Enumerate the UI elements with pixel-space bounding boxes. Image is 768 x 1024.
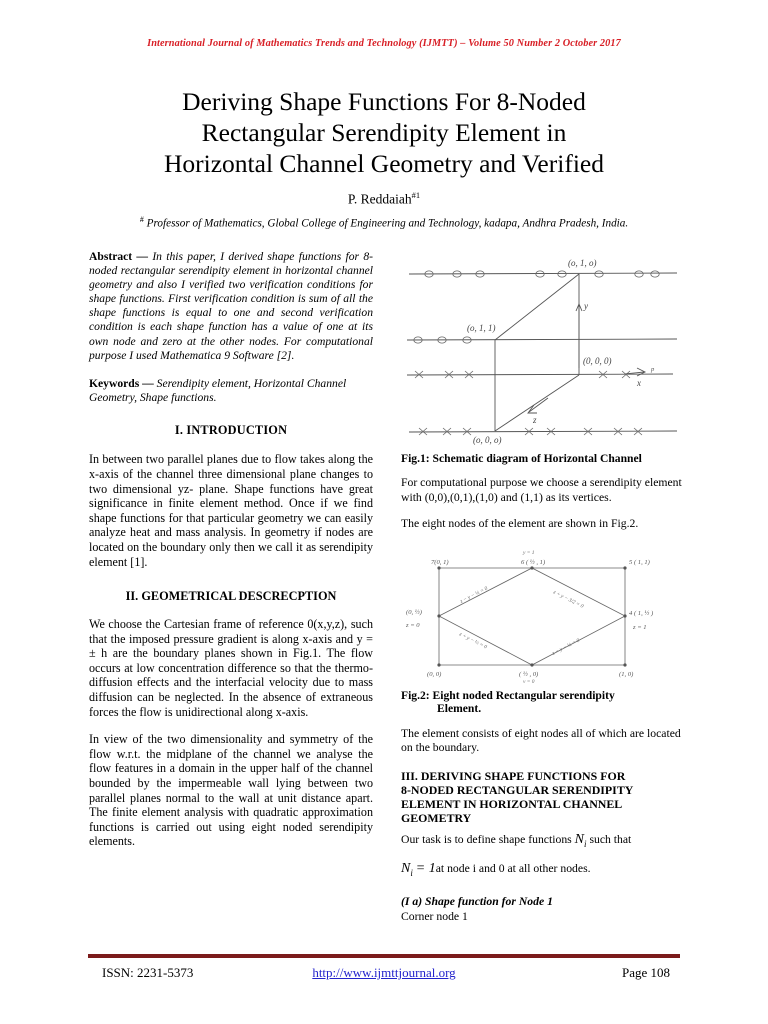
fig1-axis-y-label: y [584,301,588,311]
fig2-label-node8: (0, ½) [406,608,422,616]
figure-1-drawing [401,250,683,446]
fig2-label-node4: 4 ( 1, ½ ) [629,609,654,617]
section-heading-deriving-shape-functions [401,769,683,825]
fig1-axis-z-label: z [533,415,537,425]
fig1-label-bottom-vertex: (o, 0, o) [473,435,502,445]
keywords-label: Keywords — [89,376,154,390]
fig2-label-node8-z: z = 0 [406,621,420,629]
section-heading-geometrical-description: II. GEOMETRICAL DESCRECPTION [125,589,337,604]
fig2-label-node4-z: z = 1 [633,623,647,631]
fig2-label-node7: 7(0, 1) [431,558,449,566]
fig2-label-diag-top-left: z − y − ½ = 0 [459,585,489,605]
geometry-paragraph-2: In view of the two dimensionality and symmetry of the flow w.r.t. the midplane of the channel we analyse the flow features in a domain in the upper half of the channel bounded by the impermeable wall lying between two parallel planes normal to the wall at unit distance apart. The finite element analysis with quadratic approximation functions is carried out using eight noded serendipity elements. [89,732,373,849]
fig2-label-node5: 5 ( 1, 1) [629,558,650,566]
author-marker: #1 [411,190,421,200]
introduction-paragraph: In between two parallel planes due to flow takes along the x-axis of the channel three dimensional plane changes to two dimensional yz- plane. Shape functions have great significance in finite element method. Once if we find shape functions for that particular geometry we can easily analyze heat and mass analysis. In geometry if nodes are located on the boundary only then we call it as serendipity element [1]. [89,452,373,569]
condition-statement [401,861,683,881]
keywords-text: Serendipity element, Horizontal Channel Geometry, Shape functions. [89,376,347,405]
abstract-block [89,250,373,363]
author-name-text: P. Reddaiah [347,191,412,207]
author-affiliation [84,215,684,230]
figure-2-caption [401,689,683,716]
right-paragraph-1: For computational purpose we choose a serendipity element with (0,0),(0,1),(1,0) and (1,1) as its vertices. [401,476,682,504]
heading3-line-2: 8-NODED RECTANGULAR SERENDIPITY [401,782,634,797]
fig1-label-mid-vertex: (o, 1, 1) [467,323,496,333]
subsection-heading-node1: (I a) Shape function for Node 1 [401,895,553,909]
figure-2 [401,543,683,683]
right-column [401,250,683,923]
fig2-label-node1: (0, 0) [427,670,442,678]
journal-url-link[interactable]: http://www.ijmttjournal.org [312,965,456,980]
condition-symbol-letter: N [401,861,411,877]
shape-function-symbol [575,832,587,847]
task-statement-prefix: Our task is to define shape functions [401,832,572,846]
figure-2-caption-line-1: Fig.2: Eight noded Rectangular serendipity [401,688,615,702]
left-column [89,250,373,849]
author-name [84,190,684,208]
condition-symbol [401,861,413,879]
fig1-axis-p-label: p [651,366,655,373]
affiliation-marker: # [139,215,144,224]
condition-equation: = 1 [415,861,436,877]
keywords-block [89,377,373,406]
geometry-paragraph-1: We choose the Cartesian frame of reference 0(x,y,z), such that the imposed pressure gradient is along x-axis and y = ± h are the boundary planes shown in Fig.1. The flow occurs at low concentration difference so that the thermo-diffusion effects and the interfacial velocity due to mass diffusion can be neglected. In the absence of extraneous forces the flow is unidirectional along x-axis. [89,617,373,719]
figure-1-caption: Fig.1: Schematic diagram of Horizontal Channel [401,452,642,465]
corner-node-note: Corner node 1 [401,910,468,924]
fig2-label-node3: (1, 0) [619,670,634,678]
right-paragraph-3: The element consists of eight nodes all of which are located on the boundary. [401,726,681,754]
fig2-label-diag-bottom-right: z − y − ½ = 0 [551,637,581,657]
heading3-line-3: ELEMENT IN HORIZONTAL CHANNEL [401,796,623,811]
task-statement-suffix: such that [589,832,632,846]
affiliation-text: Professor of Mathematics, Global College of Engineering and Technology, kadapa, Andhra Pradesh, India. [146,217,629,230]
fig2-label-bottom-edge: y = 0 [523,678,535,683]
page-number: Page 108 [621,965,670,980]
condition-rest: at node i and 0 at all other nodes. [435,862,591,876]
right-paragraph-2: The eight nodes of the element are shown in Fig.2. [401,516,639,530]
title-line-3: Horizontal Channel Geometry and Verified [164,149,604,178]
shape-function-symbol-subscript: i [584,838,587,849]
footer-divider [88,954,680,958]
task-statement [401,832,683,852]
fig2-label-node2: ( ½ , 0) [519,670,539,678]
fig1-label-origin-right: (0, 0, 0) [583,356,612,366]
fig1-axis-x-label: x [637,378,641,388]
abstract-text: In this paper, I derived shape functions for 8-noded rectangular serendipity element in horizontal channel geometry and also I verified two verification conditions for shape functions. First verification condition is sum of all the shape functions is equal to one and second verification condition is each shape function has a value of one at its own node and zero at the other nodes. For computational purpose I used Mathematica 9 Software [2]. [89,250,373,362]
heading3-line-1: III. DERIVING SHAPE FUNCTIONS FOR [401,768,626,783]
fig2-label-top-edge: y = 1 [523,549,535,556]
title-line-2: Rectangular Serendipity Element in [201,118,567,147]
figure-2-drawing [401,543,683,683]
fig1-label-top-vertex: (o, 1, o) [568,258,597,268]
fig2-label-diag-top-right: z + y − 3/2 = 0 [552,589,585,610]
page-title [84,86,684,179]
issn-text: ISSN: 2231-5373 [102,965,194,980]
abstract-label: Abstract — [89,250,149,263]
condition-symbol-subscript: i [410,868,413,879]
page-footer [88,963,680,991]
heading3-line-4: GEOMETRY [401,810,472,825]
figure-1 [401,250,683,446]
title-line-1: Deriving Shape Functions For 8-Noded [182,87,586,116]
fig2-label-node6: 6 ( ½ , 1) [521,558,546,566]
journal-header: International Journal of Mathematics Trends and Technology (IJMTT) – Volume 50 Number 2 October 2017 [147,38,621,49]
shape-function-symbol-letter: N [574,831,584,847]
section-heading-introduction: I. INTRODUCTION [174,423,288,438]
figure-2-caption-line-2: Element. [437,702,482,716]
fig2-label-diag-bottom-left: z + y − ½ = 0 [458,631,488,651]
